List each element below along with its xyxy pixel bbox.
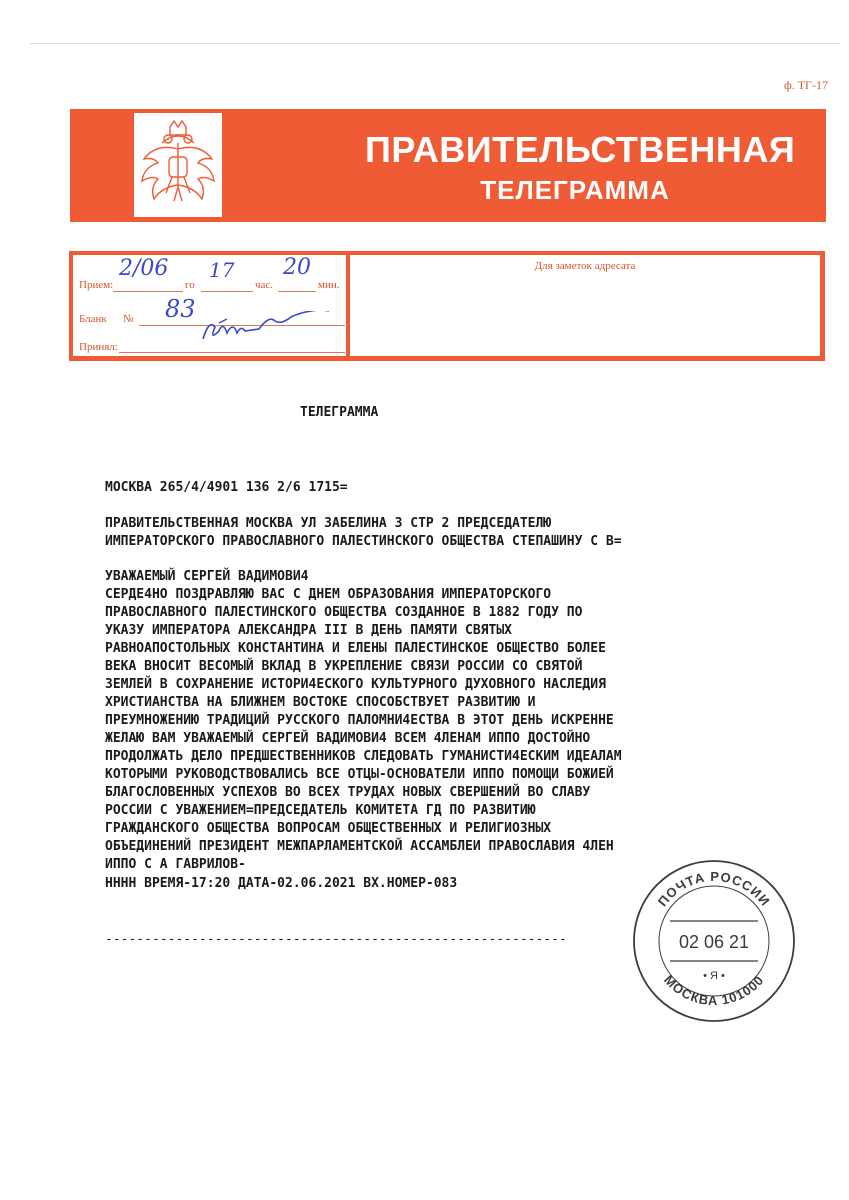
page-top-rule [30,43,840,44]
separator-line: ----------------------------------------------------------- [105,932,567,947]
delivery-footer-line: НННН ВРЕМЯ-17:20 ДАТА-02.06.2021 ВХ.НОМЕР-083 [105,876,458,891]
minute-suffix: мин. [318,279,340,291]
routing-line: МОСКВА 265/4/4901 136 2/6 1715= [105,480,348,495]
date-suffix: го [185,279,195,291]
body-line: ПРЕУМНОЖЕНИЮ ТРАДИЦИЙ РУССКОГО ПАЛОМНИ4ЕСТВА В ЭТОТ ДЕНЬ ИСКРЕННЕ [105,713,614,728]
body-line: УКАЗУ ИМПЕРАТОРА АЛЕКСАНДРА III В ДЕНЬ ПАМЯТИ СВЯТЫХ [105,623,512,638]
handwritten-minute: 20 [283,255,311,280]
recipient-notes-label: Для заметок адресата [534,260,636,272]
stamp-mark: • Я • [703,970,725,982]
body-line: ИППО С А ГАВРИЛОВ- [105,857,246,872]
date-underline [113,291,183,292]
body-line: ЗЕМЛЕЙ В СОХРАНЕНИЕ ИСТОРИ4ЕСКОГО КУЛЬТУРНОГО ДУХОВНОГО НАСЛЕДИЯ [105,677,606,692]
reception-box [69,251,825,361]
number-sign: № [123,313,134,325]
coat-of-arms-icon [134,113,222,217]
body-line: РАВНОАПОСТОЛЬНЫХ КОНСТАНТИНА И ЕЛЕНЫ ПАЛЕСТИНСКОЕ ОБЩЕСТВО БОЛЕЕ [105,641,606,656]
accepted-underline [119,352,345,353]
handwritten-date: 2/06 [119,256,169,281]
stamp-date: 02 06 21 [678,932,750,952]
body-line: КОТОРЫМИ РУКОВОДСТВОВАЛИСЬ ВСЕ ОТЦЫ-ОСНОВАТЕЛИ ИППО ПОМОЩИ БОЖИЕЙ [105,767,614,782]
body-line: ВЕКА ВНОСИТ ВЕСОМЫЙ ВКЛАД В УКРЕПЛЕНИЕ СВЯЗИ РОССИИ СО СВЯТОЙ [105,659,583,674]
body-line: УВАЖАЕМЫЙ СЕРГЕЙ ВАДИМОВИ4 [105,569,309,584]
handwritten-form-number: 83 [165,295,196,323]
banner-subtitle: ТЕЛЕГРАММА [480,175,670,205]
recipient-notes-area [350,255,820,356]
address-line: ИМПЕРАТОРСКОГО ПРАВОСЛАВНОГО ПАЛЕСТИНСКОГО ОБЩЕСТВА СТЕПАШИНУ С В= [105,534,622,549]
accepted-label: Принял: [79,341,118,353]
body-line: ПРОДОЛЖАТЬ ДЕЛО ПРЕДШЕСТВЕННИКОВ СЛЕДОВАТЬ ГУМАНИСТИ4ЕСКИМ ИДЕАЛАМ [105,749,622,764]
header-banner [70,109,826,222]
handwritten-hour: 17 [209,258,235,282]
address-line: ПРАВИТЕЛЬСТВЕННАЯ МОСКВА УЛ ЗАБЕЛИНА 3 СТР 2 ПРЕДСЕДАТЕЛЮ [105,516,552,531]
body-line: ХРИСТИАНСТВА НА БЛИЖНЕМ ВОСТОКЕ СПОСОБСТВУЕТ РАЗВИТИЮ И [105,695,536,710]
form-code: ф. ТГ-17 [783,78,828,92]
telegram-heading: ТЕЛЕГРАММА [300,405,379,420]
body-line: ПРАВОСЛАВНОГО ПАЛЕСТИНСКОГО ОБЩЕСТВА СОЗДАННОЕ В 1882 ГОДУ ПО [105,605,583,620]
body-line: БЛАГОСЛОВЕННЫХ УСПЕХОВ ВО ВСЕХ ТРУДАХ НОВЫХ СВЕРШЕНИЙ ВО СЛАВУ [105,785,591,800]
stamp-bottom-text: МОСКВА 101000 [661,972,767,1009]
received-label: Прием: [79,279,114,291]
svg-text:ПОЧТА РОССИИ [655,869,773,909]
body-line: ЖЕЛАЮ ВАМ УВАЖАЕМЫЙ СЕРГЕЙ ВАДИМОВИ4 ВСЕМ 4ЛЕНАМ ИППО ДОСТОЙНО [105,731,591,746]
body-line: СЕРДЕ4НО ПОЗДРАВЛЯЮ ВАС С ДНЕМ ОБРАЗОВАНИЯ ИМПЕРАТОРСКОГО [105,587,552,602]
form-label: Бланк [79,313,107,325]
body-line: РОССИИ С УВАЖЕНИЕМ=ПРЕДСЕДАТЕЛЬ КОМИТЕТА ГД ПО РАЗВИТИЮ [105,803,536,818]
body-line: ГРАЖДАНСКОГО ОБЩЕСТВА ВОПРОСАМ ОБЩЕСТВЕННЫХ И РЕЛИГИОЗНЫХ [105,821,552,836]
signature-icon [197,311,347,351]
banner-title: ПРАВИТЕЛЬСТВЕННАЯ [365,129,796,170]
body-line: ОБЪЕДИНЕНИЙ ПРЕЗИДЕНТ МЕЖПАРЛАМЕНТСКОЙ АССАМБЛЕИ ПРАВОСЛАВИЯ 4ЛЕН [105,839,614,854]
hour-suffix: час. [255,279,274,291]
hour-underline [201,291,253,292]
stamp-top-text: ПОЧТА РОССИИ [654,868,774,910]
minute-underline [278,291,316,292]
postmark-stamp [630,857,798,1025]
